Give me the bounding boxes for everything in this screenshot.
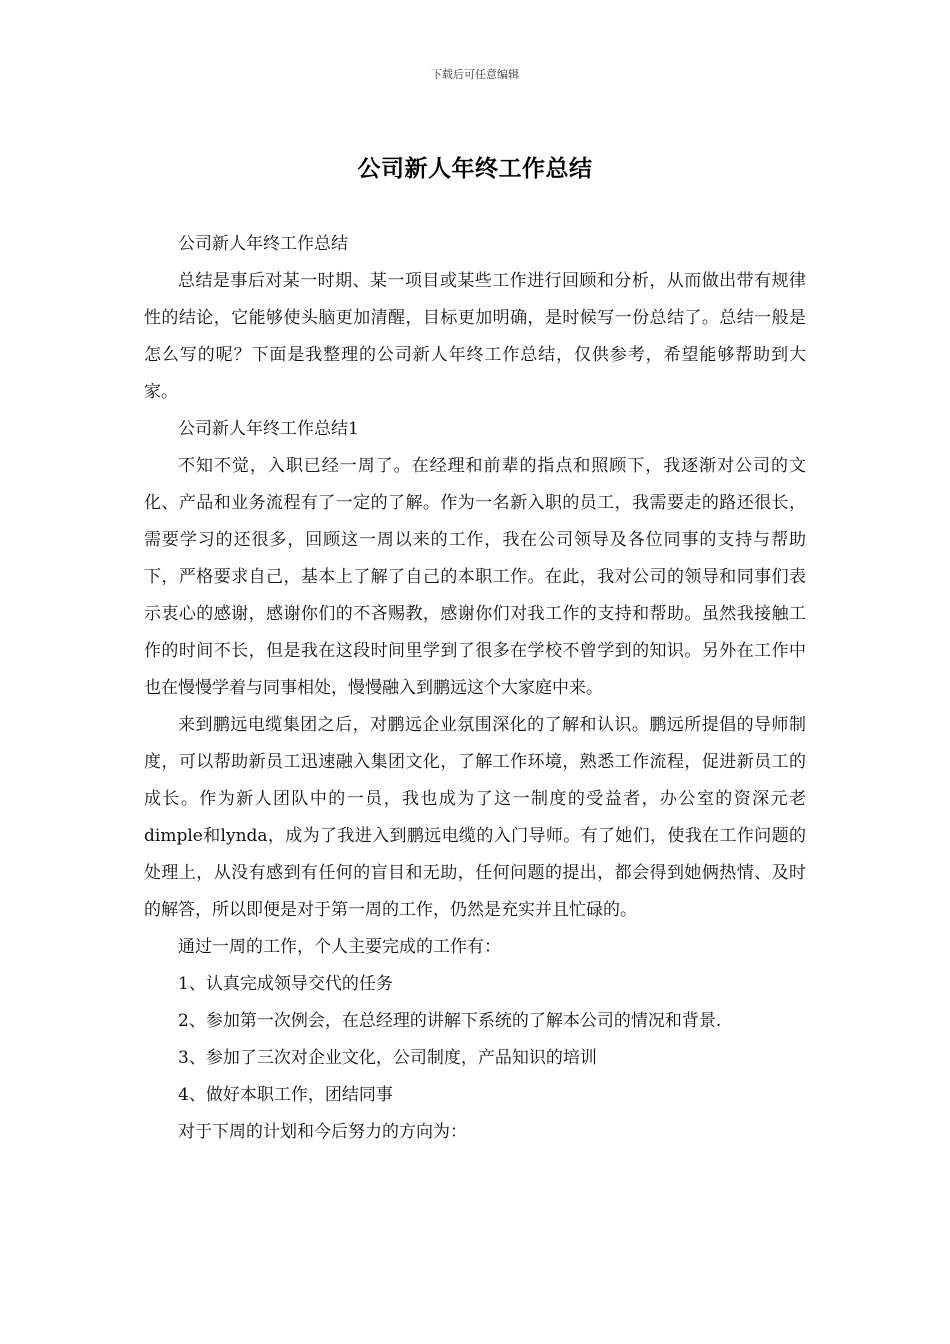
document-title: 公司新人年终工作总结 (357, 155, 593, 182)
document-body (144, 226, 806, 1151)
paragraph: 公司新人年终工作总结 (178, 234, 348, 254)
paragraph: 不知不觉，入职已经一周了。在经理和前辈的指点和照顾下，我逐渐对公司的文化、产品和业务流程有了一定的了解。作为一名新入职的员工，我需要走的路还很长，需要学习的还很多，回顾这一周以来的工作，我在公司领导及各位同事的支持与帮助下，严格要求自己，基本上了解了自己的本职工作。在此，我对公司的领导和同事们表示衷心的感谢，感谢你们的不吝赐教，感谢你们对我工作的支持和帮助。虽然我接触工作的时间不长，但是我在这段时间里学到了很多在学校不曾学到的知识。另外在工作中也在慢慢学着与同事相处，慢慢融入到鹏远这个大家庭中来。 (144, 456, 806, 698)
list-item: 4、做好本职工作，团结同事 (178, 1085, 393, 1105)
list-item: 1、认真完成领导交代的任务 (178, 974, 393, 994)
paragraph: 来到鹏远电缆集团之后，对鹏远企业氛围深化的了解和认识。鹏远所提倡的导师制度，可以帮助新员工迅速融入集团文化，了解工作环境，熟悉工作流程，促进新员工的成长。作为新人团队中的一员，我也成为了这一制度的受益者，办公室的资深元老dimple和lynda，成为了我进入到鹏远电缆的入门导师。有了她们，使我在工作问题的处理上，从没有感到有任何的盲目和无助，任何问题的提出，都会得到她俩热情、及时的解答，所以即便是对于第一周的工作，仍然是充实并且忙碌的。 (144, 715, 806, 920)
paragraph: 对于下周的计划和今后努力的方向为： (178, 1122, 467, 1142)
paragraph: 公司新人年终工作总结1 (178, 419, 359, 439)
paragraph: 通过一周的工作，个人主要完成的工作有： (178, 937, 501, 957)
header-note: 下载后可任意编辑 (431, 68, 519, 81)
list-item: 3、参加了三次对企业文化，公司制度，产品知识的培训 (178, 1048, 597, 1068)
list-item: 2、参加第一次例会，在总经理的讲解下系统的了解本公司的情况和背景. (178, 1011, 722, 1031)
paragraph: 总结是事后对某一时期、某一项目或某些工作进行回顾和分析，从而做出带有规律性的结论，它能够使头脑更加清醒，目标更加明确，是时候写一份总结了。总结一般是怎么写的呢？下面是我整理的公司新人年终工作总结，仅供参考，希望能够帮助到大家。 (144, 271, 806, 402)
